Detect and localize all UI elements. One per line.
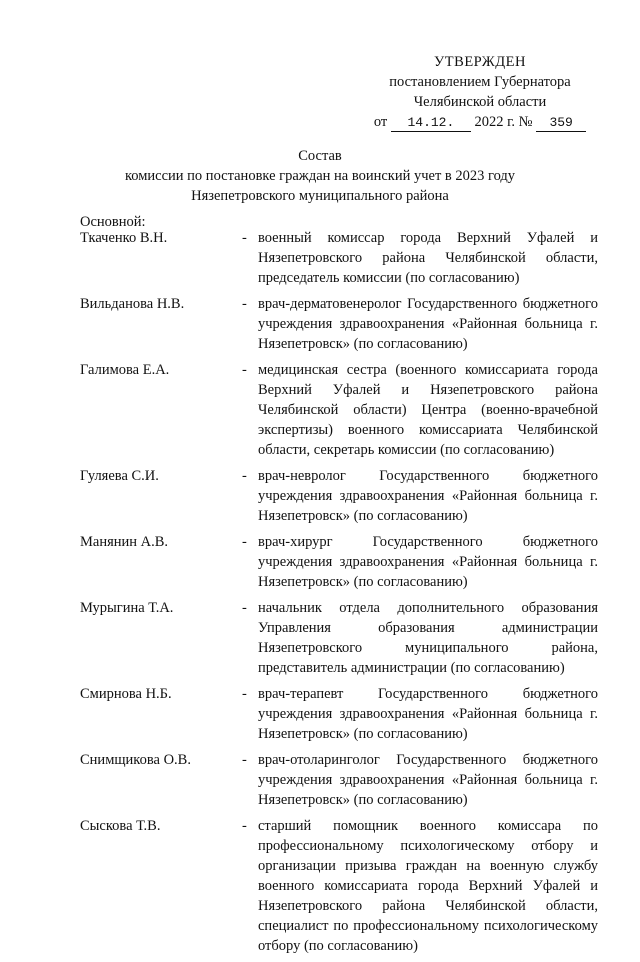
member-role: старший помощник военного комиссара по профессиональному психологическому отбору и организации призыва граждан на военную службу военного комиссариата города Верхний Уфалей и Нязепетровского района Челябинской области, специалист по профессиональному психологическому отбору (по согласованию) — [258, 818, 598, 954]
approval-line-2: Челябинской области — [413, 94, 547, 110]
approval-title: УТВЕРЖДЕН — [434, 54, 526, 70]
member-name: Сыскова Т.В. — [80, 818, 161, 834]
list-item — [80, 294, 598, 354]
member-name: Вильданова Н.В. — [80, 296, 185, 312]
member-name: Смирнова Н.Б. — [80, 686, 172, 702]
dash-separator: - — [242, 296, 247, 312]
date-value: 14.12. — [391, 114, 471, 132]
dash-separator: - — [242, 600, 247, 616]
section-label: Основной: — [80, 214, 146, 230]
dash-separator: - — [242, 686, 247, 702]
document-heading — [0, 146, 640, 206]
heading-subtitle: комиссии по постановке граждан на воинский учет в 2023 году — [124, 168, 516, 184]
list-item — [80, 750, 598, 810]
member-name: Мурыгина Т.А. — [80, 600, 174, 616]
member-role: врач-дерматовенеролог Государственного бюджетного учреждения здравоохранения «Районная больница г. Нязепетровск» (по согласованию) — [258, 296, 598, 352]
list-item — [80, 360, 598, 460]
list-item — [80, 598, 598, 678]
list-item — [80, 816, 598, 956]
members-list — [80, 228, 598, 962]
member-name: Галимова Е.А. — [80, 362, 170, 378]
approval-line-1: постановлением Губернатора — [389, 74, 571, 90]
heading-title: Состав — [298, 148, 342, 164]
list-item — [80, 466, 598, 526]
member-name: Гуляева С.И. — [80, 468, 159, 484]
resolution-number: 359 — [536, 114, 586, 132]
dash-separator: - — [242, 534, 247, 550]
list-item — [80, 228, 598, 288]
member-role: военный комиссар города Верхний Уфалей и Нязепетровского района Челябинской области, председатель комиссии (по согласованию) — [258, 230, 598, 286]
member-name: Ткаченко В.Н. — [80, 230, 168, 246]
member-role: врач-невролог Государственного бюджетного учреждения здравоохранения «Районная больница г. Нязепетровск» (по согласованию) — [258, 468, 598, 524]
member-role: врач-хирург Государственного бюджетного учреждения здравоохранения «Районная больница г. Нязепетровск» (по согласованию) — [258, 534, 598, 590]
dash-separator: - — [242, 752, 247, 768]
dash-separator: - — [242, 468, 247, 484]
list-item — [80, 532, 598, 592]
member-role: врач-терапевт Государственного бюджетного учреждения здравоохранения «Районная больница г. Нязепетровск» (по согласованию) — [258, 686, 598, 742]
member-name: Снимщикова О.В. — [80, 752, 191, 768]
approval-date-line — [360, 112, 600, 132]
approval-stamp — [360, 52, 600, 132]
member-role: медицинская сестра (военного комиссариата города Верхний Уфалей и Нязепетровского района Челябинской области) Центра (военно-врачебной экспертизы) военного комиссариата Челябинской области, секретарь комиссии (по согласованию) — [258, 362, 598, 458]
date-prefix: от — [373, 114, 388, 130]
list-item — [80, 684, 598, 744]
member-role: врач-отоларинголог Государственного бюджетного учреждения здравоохранения «Районная больница г. Нязепетровск» (по согласованию) — [258, 752, 598, 808]
year-text: 2022 г. № — [474, 114, 533, 130]
dash-separator: - — [242, 818, 247, 834]
heading-district: Нязепетровского муниципального района — [191, 188, 449, 204]
member-role: начальник отдела дополнительного образования Управления образования администрации Нязепетровского муниципального района, представитель администрации (по согласованию) — [258, 600, 598, 676]
member-name: Манянин А.В. — [80, 534, 169, 550]
dash-separator: - — [242, 362, 247, 378]
dash-separator: - — [242, 230, 247, 246]
